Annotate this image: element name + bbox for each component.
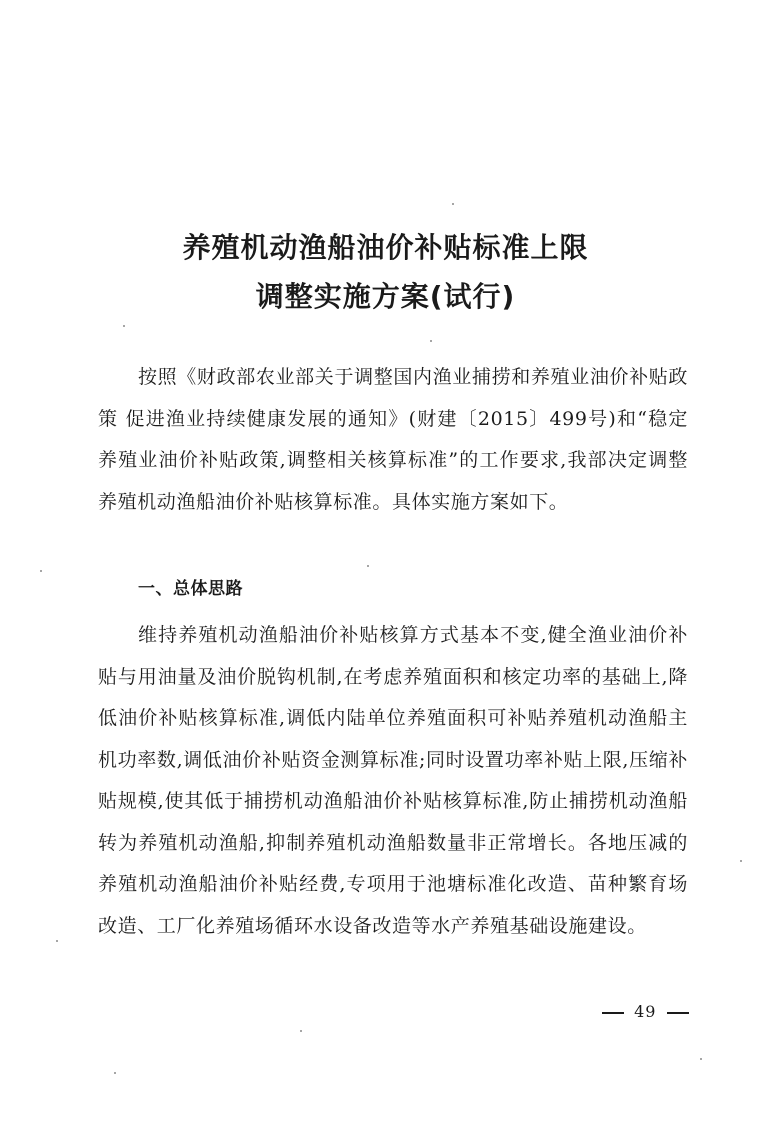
page-number-right-dash — [667, 1012, 689, 1014]
scan-speck — [367, 565, 369, 567]
scan-speck — [300, 1030, 302, 1032]
scan-speck — [123, 325, 125, 327]
page-number — [598, 1002, 693, 1021]
scan-speck — [40, 570, 42, 572]
scan-speck — [700, 1058, 702, 1060]
scan-speck — [452, 203, 454, 205]
scan-speck — [56, 940, 58, 942]
section-body-paragraph: 维持养殖机动渔船油价补贴核算方式基本不变,健全渔业油价补贴与用油量及油价脱钩机制,在考虑养殖面积和核定功率的基础上,降低油价补贴核算标准,调低内陆单位养殖面积可补贴养殖机动渔船主机功率数,调低油价补贴资金测算标准;同时设置功率补贴上限,压缩补贴规模,使其低于捕捞机动渔船油价补贴核算标准,防止捕捞机动渔船转为养殖机动渔船,抑制养殖机动渔船数量非正常增长。各地压减的养殖机动渔船油价补贴经费,专项用于池塘标准化改造、苗种繁育场改造、工厂化养殖场循环水设备改造等水产养殖基础设施建设。 — [98, 624, 688, 937]
page-number-value: 49 — [634, 1002, 657, 1021]
page-number-left-dash — [602, 1012, 624, 1014]
scan-speck — [114, 1072, 116, 1074]
section-heading: 一、总体思路 — [138, 579, 243, 599]
scan-speck — [430, 340, 432, 342]
intro-paragraph: 按照《财政部农业部关于调整国内渔业捕捞和养殖业油价补贴政策 促进渔业持续健康发展的通知》(财建〔2015〕499号)和“稳定养殖业油价补贴政策,调整相关核算标准”的工作要求,我部决定调整养殖机动渔船油价补贴核算标准。具体实施方案如下。 — [98, 366, 688, 513]
document-title-line-1: 养殖机动渔船油价补贴标准上限 — [182, 231, 589, 264]
scan-speck — [740, 860, 742, 862]
document-title-line-2: 调整实施方案(试行) — [255, 280, 516, 313]
